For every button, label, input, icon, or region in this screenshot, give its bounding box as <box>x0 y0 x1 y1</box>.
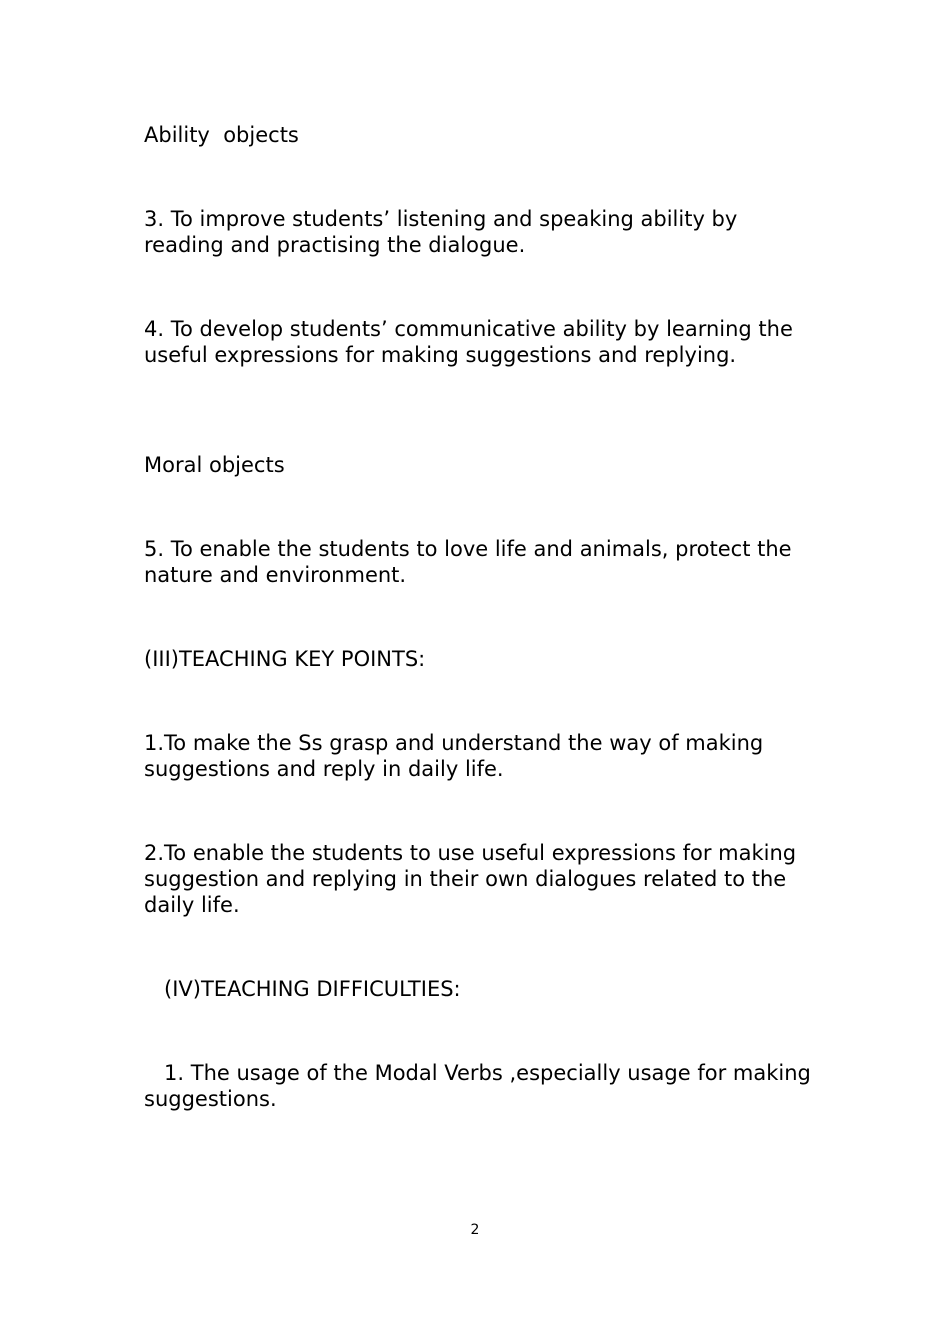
heading-teaching-key-points: (III)TEACHING KEY POINTS: <box>144 647 426 671</box>
heading-ability-objects: Ability objects <box>144 123 299 147</box>
heading-teaching-difficulties: (IV)TEACHING DIFFICULTIES: <box>144 977 461 1001</box>
heading-moral-objects: Moral objects <box>144 453 285 477</box>
paragraph-objective-3: 3. To improve students’ listening and speaking ability by reading and practising the dialogue. <box>144 207 744 257</box>
paragraph-key-point-2: 2.To enable the students to use useful expressions for making suggestion and replying in their own dialogues related to the daily life. <box>144 841 803 917</box>
paragraph-objective-5: 5. To enable the students to love life and animals, protect the nature and environment. <box>144 537 799 587</box>
paragraph-difficulty-1: 1. The usage of the Modal Verbs ,especially usage for making suggestions. <box>144 1061 818 1111</box>
page-number: 2 <box>470 1222 480 1238</box>
paragraph-objective-4: 4. To develop students’ communicative ability by learning the useful expressions for making suggestions and replying. <box>144 317 800 367</box>
paragraph-key-point-1: 1.To make the Ss grasp and understand the way of making suggestions and reply in daily life. <box>144 731 770 781</box>
